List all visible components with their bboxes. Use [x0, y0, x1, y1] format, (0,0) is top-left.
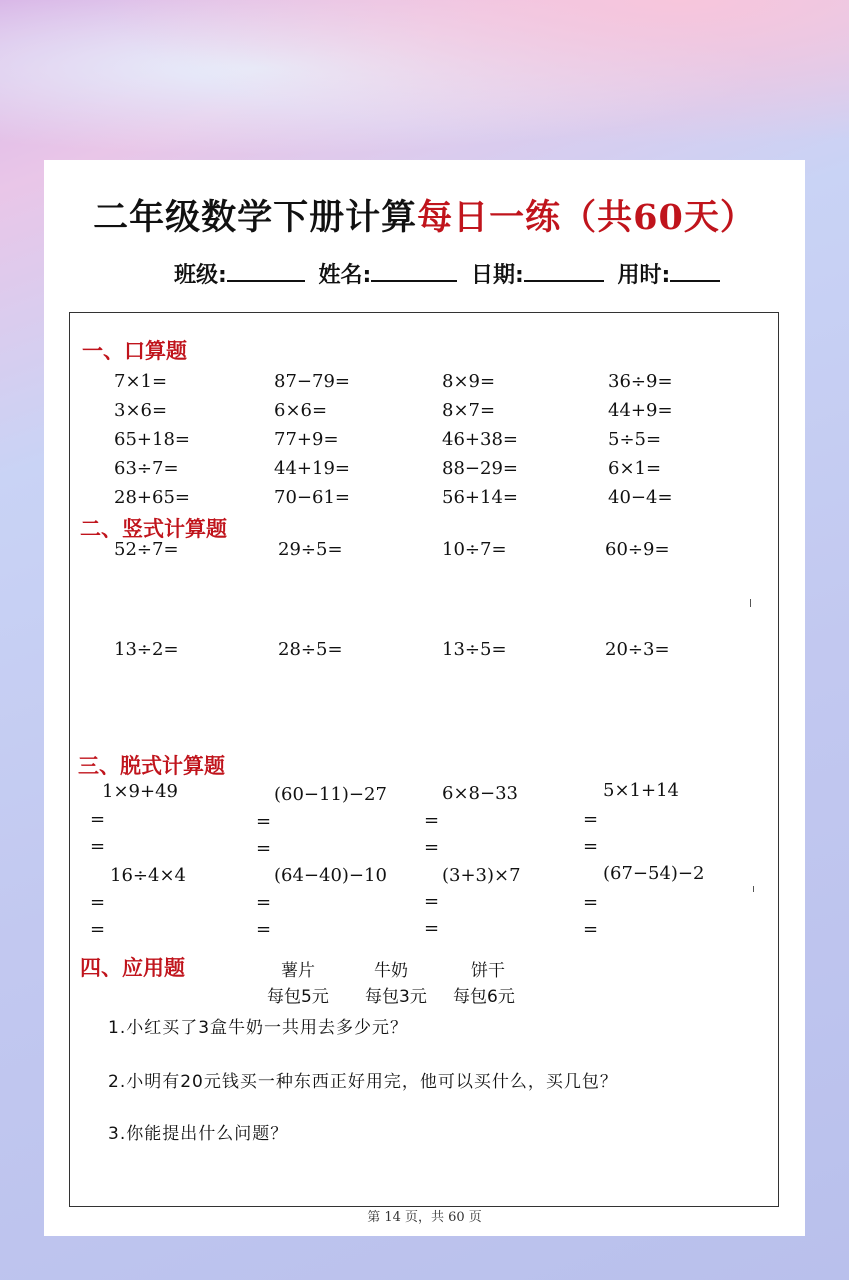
title-highlight: 每日一练（共60天） [417, 197, 756, 238]
vertical-item: 10÷7= [442, 539, 507, 560]
stepwise-item: (67−54)−2 [603, 863, 705, 884]
oral-item: 6×1= [608, 458, 662, 479]
stepwise-item: 1×9+49 [102, 781, 178, 802]
word-problem-question: 1.小红买了3盒牛奶一共用去多少元？ [108, 1018, 409, 1038]
section-stepwise-heading: 三、脱式计算题 [78, 754, 225, 778]
section-word-problem-heading: 四、应用题 [80, 956, 185, 980]
equals-sign: = [424, 810, 440, 831]
class-label: 班级: [174, 263, 227, 288]
equals-sign: = [256, 838, 272, 859]
oral-item: 44+9= [608, 400, 673, 421]
oral-item: 5÷5= [608, 429, 662, 450]
exercise-frame [69, 312, 779, 1207]
oral-item: 7×1= [114, 371, 168, 392]
product-name: 饼干 [471, 961, 505, 981]
equals-sign: = [90, 809, 106, 830]
equals-sign: = [583, 892, 599, 913]
vertical-item: 20÷3= [605, 639, 670, 660]
student-info-line [174, 258, 726, 289]
oral-item: 46+38= [442, 429, 518, 450]
equals-sign: = [90, 919, 106, 940]
section-vertical-heading: 二、竖式计算题 [80, 517, 227, 541]
margin-mark [753, 886, 754, 892]
time-blank [670, 262, 720, 282]
worksheet-title [44, 190, 805, 240]
vertical-item: 29÷5= [278, 539, 343, 560]
word-problem-question: 3.你能提出什么问题？ [108, 1124, 289, 1144]
date-blank [524, 262, 604, 282]
oral-item: 87−79= [274, 371, 350, 392]
oral-item: 6×6= [274, 400, 328, 421]
product-name: 薯片 [281, 961, 315, 981]
vertical-item: 60÷9= [605, 539, 670, 560]
product-name: 牛奶 [374, 961, 408, 981]
product-price: 每包6元 [453, 987, 515, 1007]
stepwise-item: 16÷4×4 [110, 865, 186, 886]
name-label: 姓名: [318, 263, 372, 288]
title-main: 二年级数学下册计算 [93, 197, 418, 238]
page-number-footer: 第 14 页，共 60 页 [367, 1210, 482, 1225]
oral-item: 65+18= [114, 429, 190, 450]
equals-sign: = [256, 892, 272, 913]
product-price: 每包5元 [267, 987, 329, 1007]
oral-item: 8×9= [442, 371, 496, 392]
vertical-item: 13÷2= [114, 639, 179, 660]
oral-item: 3×6= [114, 400, 168, 421]
vertical-item: 52÷7= [114, 539, 179, 560]
oral-item: 44+19= [274, 458, 350, 479]
equals-sign: = [256, 811, 272, 832]
stepwise-item: (64−40)−10 [274, 865, 387, 886]
oral-item: 40−4= [608, 487, 673, 508]
time-label: 用时: [617, 263, 671, 288]
equals-sign: = [583, 919, 599, 940]
stepwise-item: 5×1+14 [603, 780, 679, 801]
product-price: 每包3元 [365, 987, 427, 1007]
equals-sign: = [90, 892, 106, 913]
equals-sign: = [424, 837, 440, 858]
stepwise-item: (3+3)×7 [442, 865, 521, 886]
background-glow [0, 0, 849, 170]
class-blank [227, 262, 305, 282]
equals-sign: = [424, 891, 440, 912]
margin-mark [750, 599, 751, 607]
oral-item: 88−29= [442, 458, 518, 479]
oral-item: 63÷7= [114, 458, 179, 479]
stepwise-item: (60−11)−27 [274, 784, 387, 805]
oral-item: 56+14= [442, 487, 518, 508]
oral-item: 36÷9= [608, 371, 673, 392]
vertical-item: 13÷5= [442, 639, 507, 660]
equals-sign: = [583, 836, 599, 857]
oral-item: 28+65= [114, 487, 190, 508]
equals-sign: = [583, 809, 599, 830]
worksheet-page [44, 160, 805, 1236]
equals-sign: = [90, 836, 106, 857]
date-label: 日期: [470, 263, 524, 288]
oral-item: 8×7= [442, 400, 496, 421]
vertical-item: 28÷5= [278, 639, 343, 660]
oral-item: 77+9= [274, 429, 339, 450]
equals-sign: = [256, 919, 272, 940]
stepwise-item: 6×8−33 [442, 783, 518, 804]
oral-item: 70−61= [274, 487, 350, 508]
equals-sign: = [424, 918, 440, 939]
section-oral-heading: 一、口算题 [82, 339, 187, 363]
name-blank [371, 262, 457, 282]
word-problem-question: 2.小明有20元钱买一种东西正好用完，他可以买什么，买几包？ [108, 1072, 618, 1092]
